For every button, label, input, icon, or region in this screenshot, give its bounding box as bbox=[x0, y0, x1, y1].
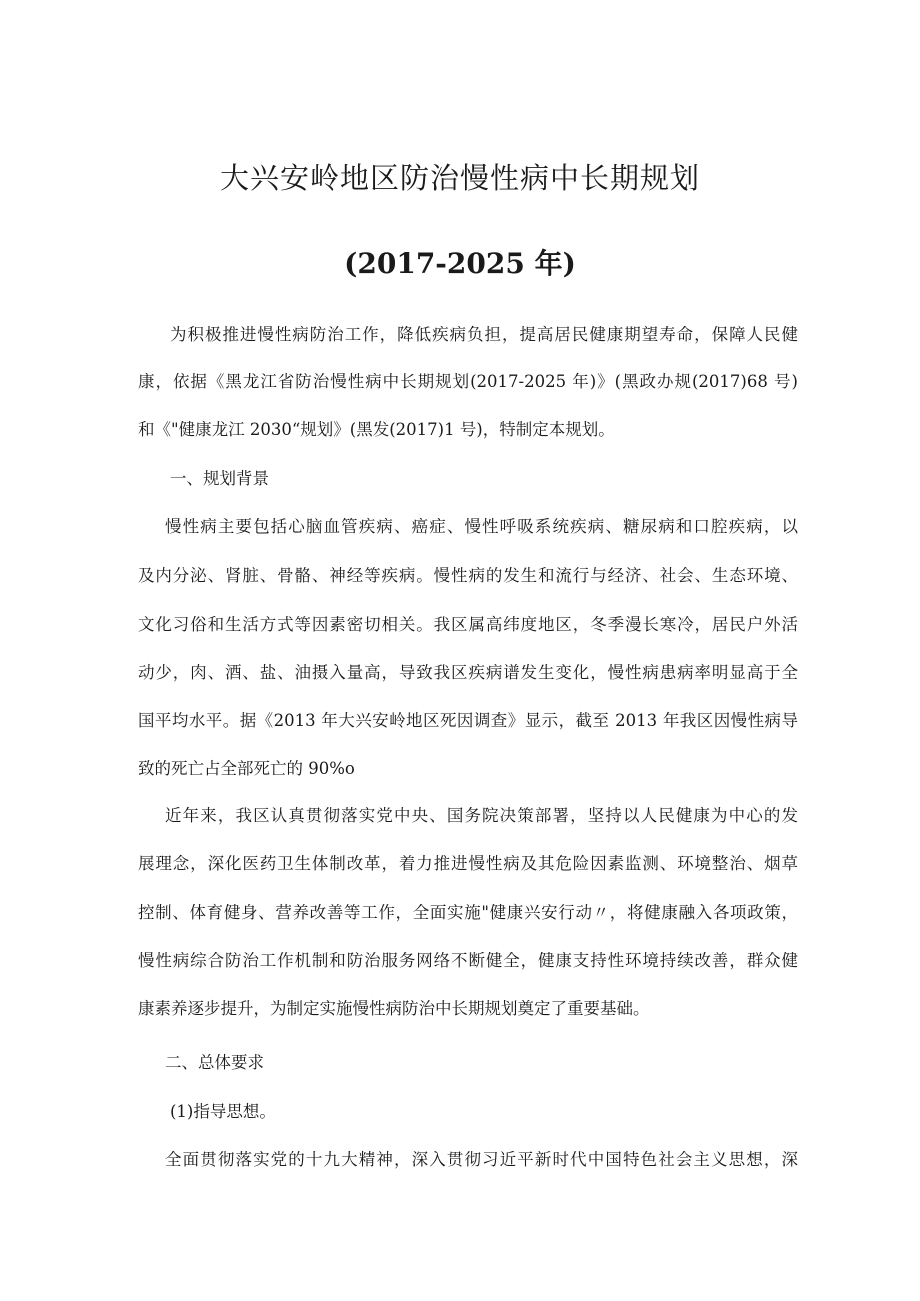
document-subtitle: (2017-2025 年) bbox=[344, 247, 576, 280]
intro-line: 为积极推进慢性病防治工作，降低疾病负担，提高居民健康期望寿命，保障人民健 bbox=[170, 325, 798, 344]
intro-line: 康，依据《黑龙江省防治慢性病中长期规划(2017-2025 年)》(黑政办规(2017)68 号) bbox=[138, 372, 798, 391]
intro-line: 和《"健康龙江 2030“规划》(黑发(2017)1 号)，特制定本规划。 bbox=[138, 420, 615, 439]
paragraph-line: 慢性病主要包括心脑血管疾病、癌症、慢性呼吸系统疾病、糖尿病和口腔疾病，以 bbox=[165, 517, 798, 536]
paragraph-line: 康素养逐步提升，为制定实施慢性病防治中长期规划奠定了重要基础。 bbox=[138, 999, 650, 1018]
paragraph-line: 致的死亡占全部死亡的 90%o bbox=[138, 759, 355, 778]
paragraph-line: 国平均水平。据《2013 年大兴安岭地区死因调查》显示，截至 2013 年我区因慢性病导 bbox=[138, 711, 798, 730]
paragraph-line: 全面贯彻落实党的十九大精神，深入贯彻习近平新时代中国特色社会主义思想，深 bbox=[165, 1150, 798, 1169]
paragraph-line: 近年来，我区认真贯彻落实党中央、国务院决策部署，坚持以人民健康为中心的发 bbox=[165, 806, 798, 825]
paragraph-line: 慢性病综合防治工作机制和防治服务网络不断健全，健康支持性环境持续改善，群众健 bbox=[138, 951, 798, 970]
document-title: 大兴安岭地区防治慢性病中长期规划 bbox=[219, 161, 700, 195]
section-heading-background: 一、规划背景 bbox=[170, 469, 269, 488]
paragraph-line: 展理念，深化医药卫生体制改革，着力推进慢性病及其危险因素监测、环境整治、烟草 bbox=[138, 854, 798, 873]
paragraph-line: 文化习俗和生活方式等因素密切相关。我区属高纬度地区，冬季漫长寒冷，居民户外活 bbox=[138, 615, 798, 634]
paragraph-line: 及内分泌、肾脏、骨骼、神经等疾病。慢性病的发生和流行与经济、社会、生态环境、 bbox=[138, 566, 798, 585]
subsection-heading-guiding-ideology: (1)指导思想。 bbox=[170, 1102, 276, 1121]
section-heading-requirements: 二、总体要求 bbox=[165, 1053, 264, 1072]
paragraph-line: 动少，肉、酒、盐、油摄入量高，导致我区疾病谱发生变化，慢性病患病率明显高于全 bbox=[138, 663, 798, 682]
paragraph-line: 控制、体育健身、营养改善等工作，全面实施"健康兴安行动〃，将健康融入各项政策， bbox=[138, 903, 798, 922]
